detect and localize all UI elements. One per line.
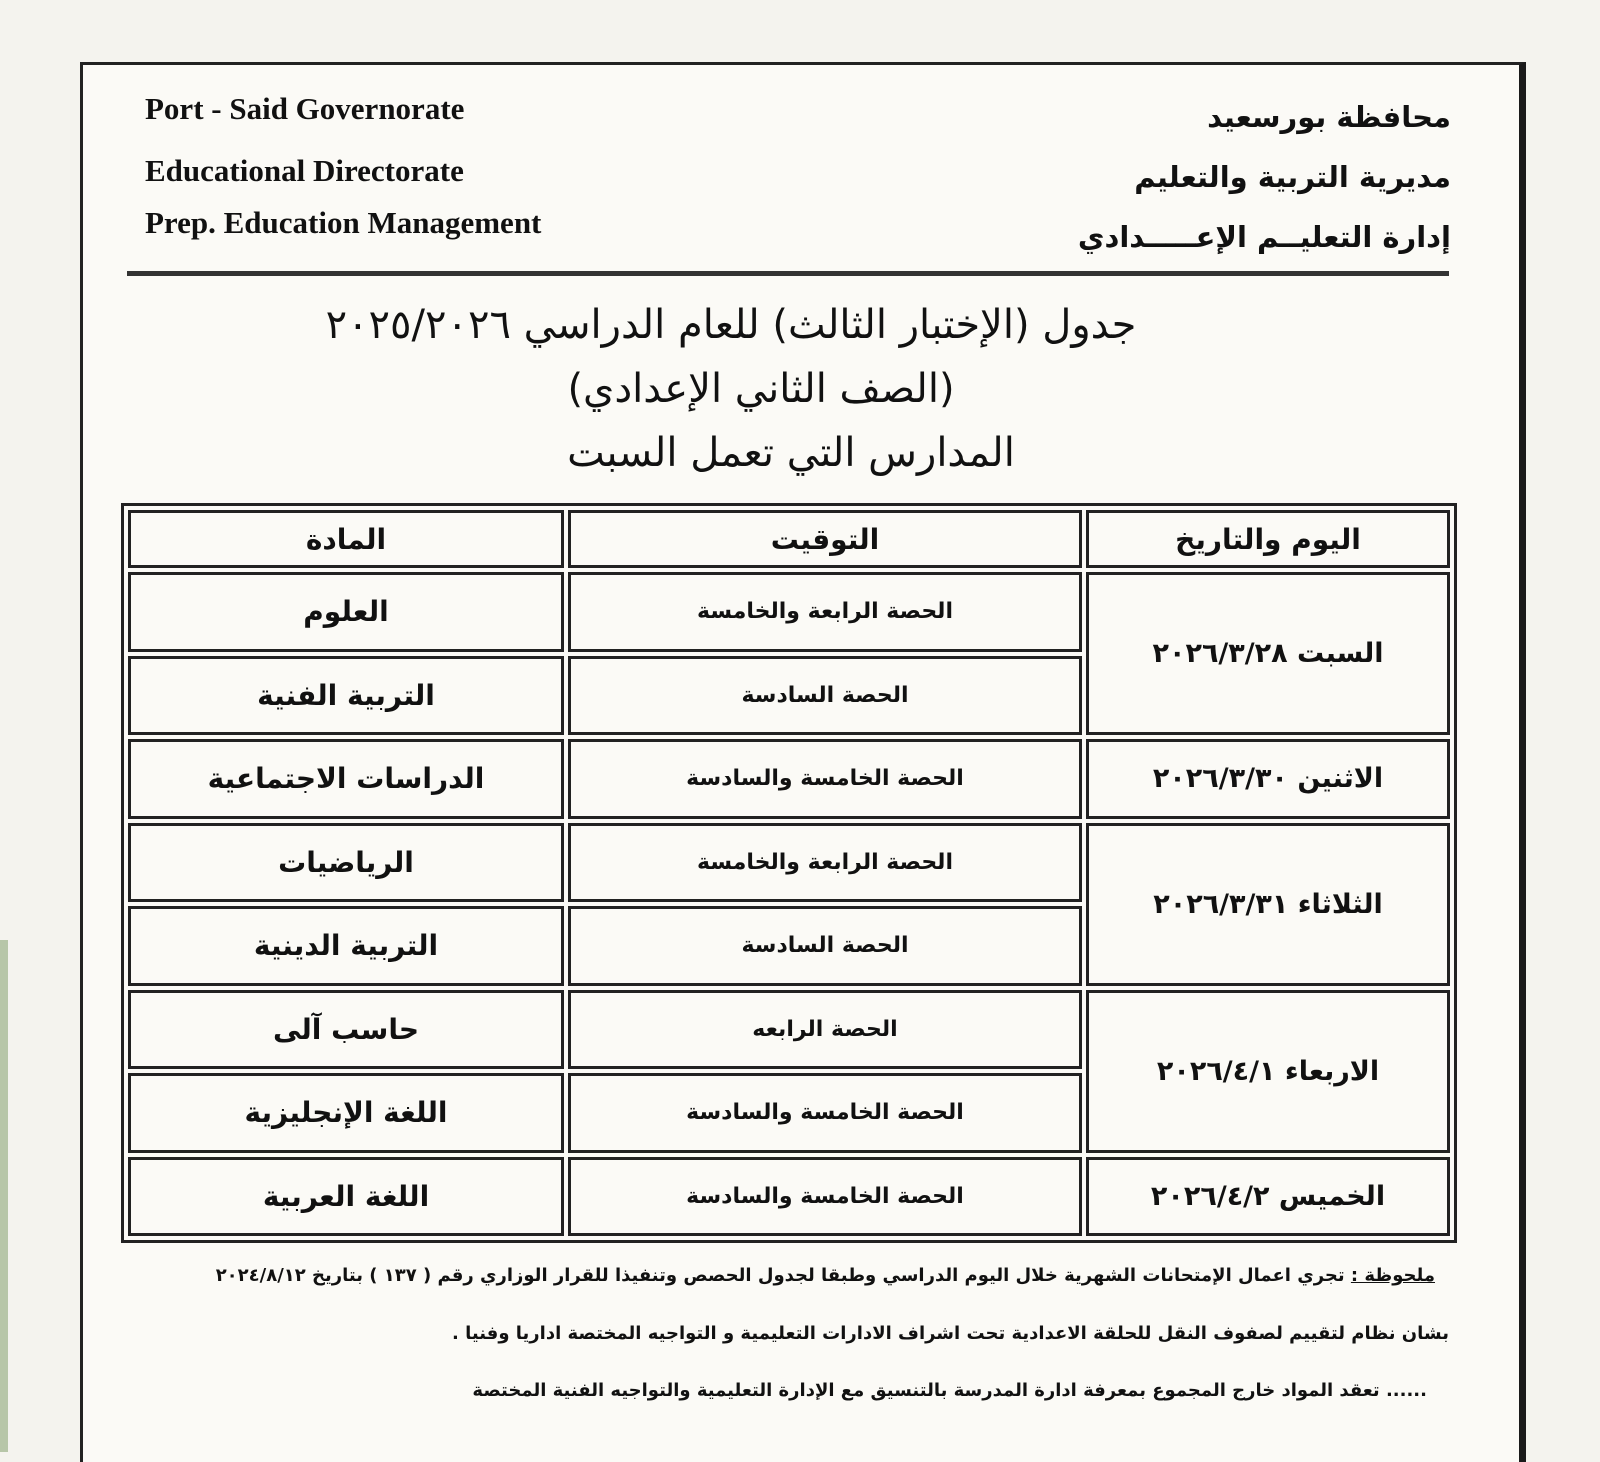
time-cell: الحصة الخامسة والسادسة: [568, 739, 1082, 819]
subject-cell: العلوم: [128, 572, 564, 652]
subject-cell: التربية الفنية: [128, 656, 564, 736]
time-cell: الحصة السادسة: [568, 656, 1082, 736]
header-governorate-ar: محافظة بورسعيد: [1207, 100, 1451, 134]
time-cell: الحصة الرابعة والخامسة: [568, 572, 1082, 652]
day-cell: الاثنين ٢٠٢٦/٣/٣٠: [1086, 739, 1450, 819]
time-cell: الحصة الخامسة والسادسة: [568, 1073, 1082, 1153]
note-line-3: ...... تعقد المواد خارج المجموع بمعرفة ادارة المدرسة بالتنسيق مع الإدارة التعليمية والتواجيه الفنية المختصة: [472, 1380, 1427, 1401]
note-text-1: تجري اعمال الإمتحانات الشهرية خلال اليوم الدراسي وطبقا لجدول الحصص وتنفيذا للقرار الوزاري رقم ( ١٣٧ ) بتاريخ ٢٠٢٤/٨/١٢: [215, 1265, 1345, 1286]
day-cell: الخميس ٢٠٢٦/٤/٢: [1086, 1157, 1450, 1237]
day-cell: الاربعاء ٢٠٢٦/٤/١: [1086, 990, 1450, 1153]
time-cell: الحصة الرابعه: [568, 990, 1082, 1070]
table-header-row: [128, 510, 1450, 568]
title-line-3: المدارس التي تعمل السبت: [567, 430, 1015, 476]
subject-cell: حاسب آلى: [128, 990, 564, 1070]
subject-cell: اللغة الإنجليزية: [128, 1073, 564, 1153]
title-line-2: (الصف الثاني الإعدادي): [567, 366, 955, 412]
document-title: [83, 293, 1519, 485]
document-sheet: [80, 62, 1526, 1462]
exam-schedule-table: [121, 503, 1457, 1243]
note-line-2: بشان نظام لتقييم لصفوف النقل للحلقة الاعدادية تحت اشراف الادارات التعليمية و التواجيه المختصة اداريا وفنيا .: [451, 1323, 1449, 1344]
title-line-1: جدول (الإختبار الثالث) للعام الدراسي ٢٠٢٥/٢٠٢٦: [325, 302, 1137, 348]
column-header-subject: المادة: [128, 510, 564, 568]
time-cell: الحصة الخامسة والسادسة: [568, 1157, 1082, 1237]
header-directorate-en: Educational Directorate: [145, 153, 464, 188]
subject-cell: الدراسات الاجتماعية: [128, 739, 564, 819]
subject-cell: التربية الدينية: [128, 906, 564, 986]
english-header: [145, 93, 541, 261]
table-row: [128, 990, 1450, 1070]
subject-cell: الرياضيات: [128, 823, 564, 903]
note-label: ملحوظة :: [1350, 1265, 1435, 1286]
column-header-day: اليوم والتاريخ: [1086, 510, 1450, 568]
header-management-en: Prep. Education Management: [145, 205, 542, 240]
table-row: [128, 739, 1450, 819]
day-cell: الثلاثاء ٢٠٢٦/٣/٣١: [1086, 823, 1450, 986]
header-directorate-ar: مديرية التربية والتعليم: [1134, 160, 1451, 194]
note-line-1: [133, 1265, 1435, 1286]
header-governorate-en: Port - Said Governorate: [145, 91, 465, 126]
header-management-ar: إدارة التعليــم الإعـــــدادي: [1077, 220, 1451, 254]
table-row: [128, 823, 1450, 903]
time-cell: الحصة السادسة: [568, 906, 1082, 986]
table-row: [128, 1157, 1450, 1237]
table-row: [128, 572, 1450, 652]
day-cell: السبت ٢٠٢٦/٣/٢٨: [1086, 572, 1450, 735]
column-header-time: التوقيت: [568, 510, 1082, 568]
header-divider: [127, 271, 1449, 276]
arabic-header: [1078, 100, 1451, 280]
subject-cell: اللغة العربية: [128, 1157, 564, 1237]
time-cell: الحصة الرابعة والخامسة: [568, 823, 1082, 903]
background-edge: [0, 940, 8, 1452]
